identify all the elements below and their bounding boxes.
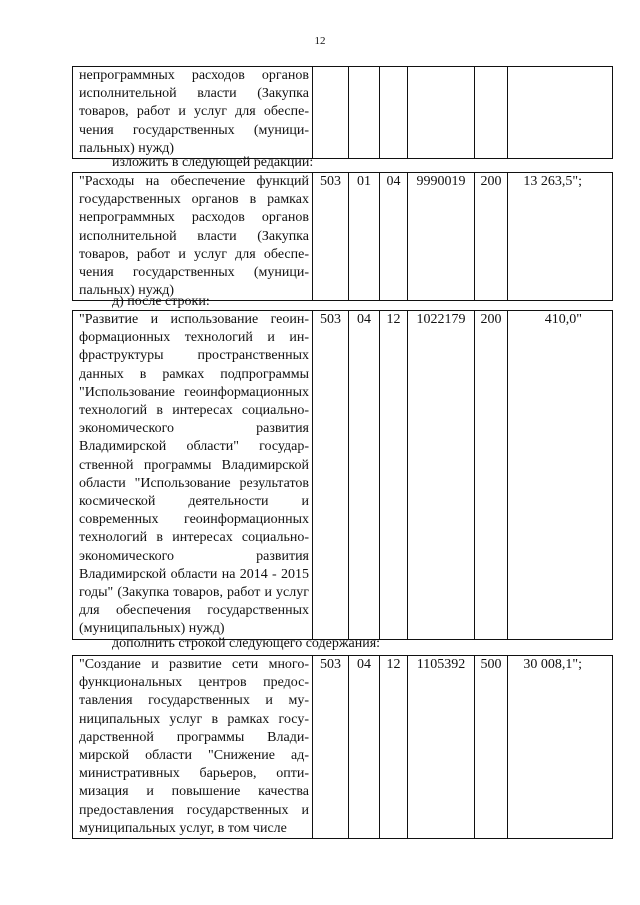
- cell-section: 503: [313, 656, 349, 839]
- budget-table-fragment: [72, 655, 613, 839]
- cell-section: 503: [313, 311, 349, 640]
- cell-subsection: 04: [349, 311, 380, 640]
- cell-expense-type: 500: [475, 656, 508, 839]
- table-row: [73, 656, 613, 839]
- cell-item: 12: [380, 311, 408, 640]
- instruction-text: дополнить строкой следующего содержания:: [112, 636, 381, 651]
- cell-target-code: 1022179: [408, 311, 475, 640]
- budget-table-fragment: [72, 66, 613, 159]
- cell-section: 503: [313, 173, 349, 301]
- budget-table-fragment: [72, 172, 613, 301]
- cell-amount: 410,0": [508, 311, 613, 640]
- cell-amount: [508, 67, 613, 159]
- cell-amount: 30 008,1";: [508, 656, 613, 839]
- table-row: [73, 173, 613, 301]
- cell-amount: 13 263,5";: [508, 173, 613, 301]
- cell-item: 12: [380, 656, 408, 839]
- cell-target-code: 9990019: [408, 173, 475, 301]
- cell-subsection: 04: [349, 656, 380, 839]
- row-description: непрограммных расходов органов исполнительной власти (Закупка товаров, работ и услуг для обеспечения государственных (муниципальных) нужд): [73, 67, 313, 159]
- row-description: "Расходы на обеспечение функций государственных органов в рамках непрограммных расходов органов исполнительной власти (Закупка товаров, работ и услуг для обеспечения государственных (муниципальных) нужд): [73, 173, 313, 301]
- cell-expense-type: [475, 67, 508, 159]
- cell-item: 04: [380, 173, 408, 301]
- cell-section: [313, 67, 349, 159]
- instruction-text: д) после строки:: [112, 294, 210, 309]
- budget-table-fragment: [72, 310, 613, 640]
- cell-item: [380, 67, 408, 159]
- cell-expense-type: 200: [475, 173, 508, 301]
- table-row: [73, 67, 613, 159]
- cell-expense-type: 200: [475, 311, 508, 640]
- cell-subsection: 01: [349, 173, 380, 301]
- cell-target-code: [408, 67, 475, 159]
- cell-target-code: 1105392: [408, 656, 475, 839]
- cell-subsection: [349, 67, 380, 159]
- table-row: [73, 311, 613, 640]
- instruction-text: изложить в следующей редакции:: [112, 155, 314, 170]
- row-description: "Создание и развитие сети многофункциональных центров предоставления государственных и муниципальных услуг в рамках государственной программы Владимирской области "Снижение административных барьеров, оптимизация и повышение качества предоставления государственных и муниципальных услуг, в том числе: [73, 656, 313, 839]
- page-number: 12: [314, 35, 326, 47]
- row-description: "Развитие и использование геоинформационных технологий и инфраструктуры пространственных данных в рамках подпрограммы "Использование геоинформационных технологий в интересах социально-экономического развития Владимирской области" государственной программы Владимирской области "Использование результатов космической деятельности и современных геоинформационных технологий в интересах социально-экономического развития Владимирской области на 2014 - 2015 годы" (Закупка товаров, работ и услуг для обеспечения государственных (муниципальных) нужд): [73, 311, 313, 640]
